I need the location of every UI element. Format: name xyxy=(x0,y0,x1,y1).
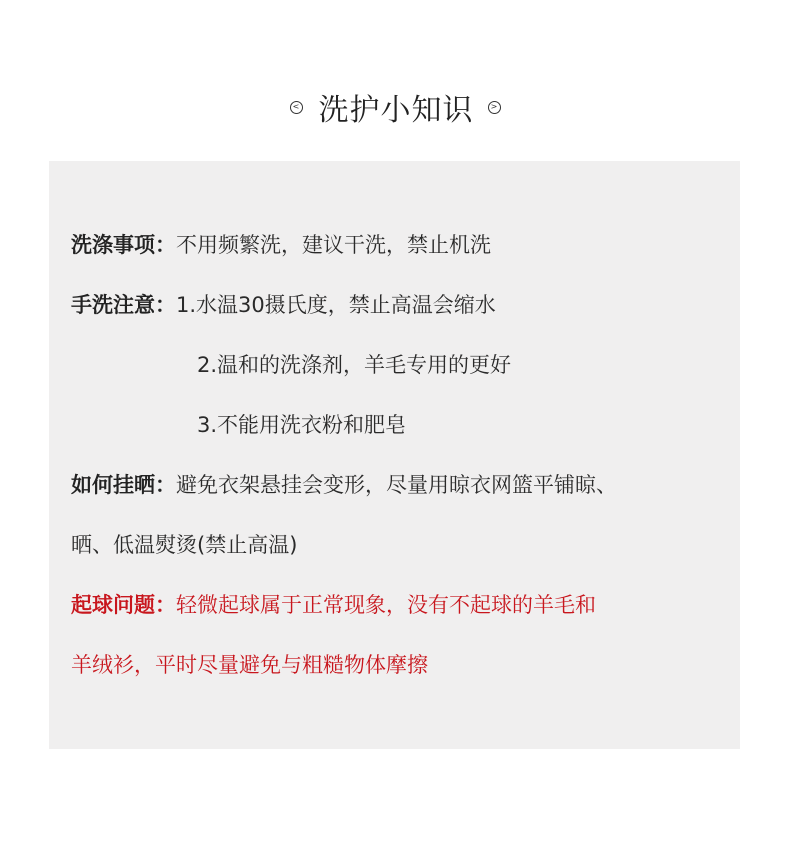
pilling-value: 轻微起球属于正常现象，没有不起球的羊毛和 xyxy=(176,593,596,617)
circle-right-arrow-icon: > xyxy=(488,101,501,114)
hang-value: 避免衣架悬挂会变形，尽量用晾衣网篮平铺晾、 xyxy=(176,473,617,497)
pilling-row xyxy=(71,590,596,620)
handwash-item-3: 3.不能用洗衣粉和肥皂 xyxy=(197,413,407,437)
pilling-value-continued: 羊绒衫，平时尽量避免与粗糙物体摩擦 xyxy=(71,653,428,677)
handwash-item-2: 2.温和的洗涤剂，羊毛专用的更好 xyxy=(197,353,512,377)
pilling-label: 起球问题： xyxy=(71,593,176,617)
wash-value: 不用频繁洗，建议干洗，禁止机洗 xyxy=(176,233,491,257)
wash-row xyxy=(71,230,491,260)
wash-label: 洗涤事项： xyxy=(71,233,176,257)
circle-left-arrow-icon: < xyxy=(290,101,303,114)
hang-label: 如何挂晒： xyxy=(71,473,176,497)
section-header xyxy=(0,82,790,132)
handwash-row xyxy=(71,290,496,320)
hang-value-continued: 晒、低温熨烫(禁止高温) xyxy=(71,533,298,557)
hang-row xyxy=(71,470,617,500)
handwash-item-1: 1.水温30摄氏度，禁止高温会缩水 xyxy=(176,293,496,317)
handwash-label: 手洗注意： xyxy=(71,293,176,317)
care-info-panel xyxy=(49,161,740,749)
page-title: 洗护小知识 xyxy=(318,93,474,128)
